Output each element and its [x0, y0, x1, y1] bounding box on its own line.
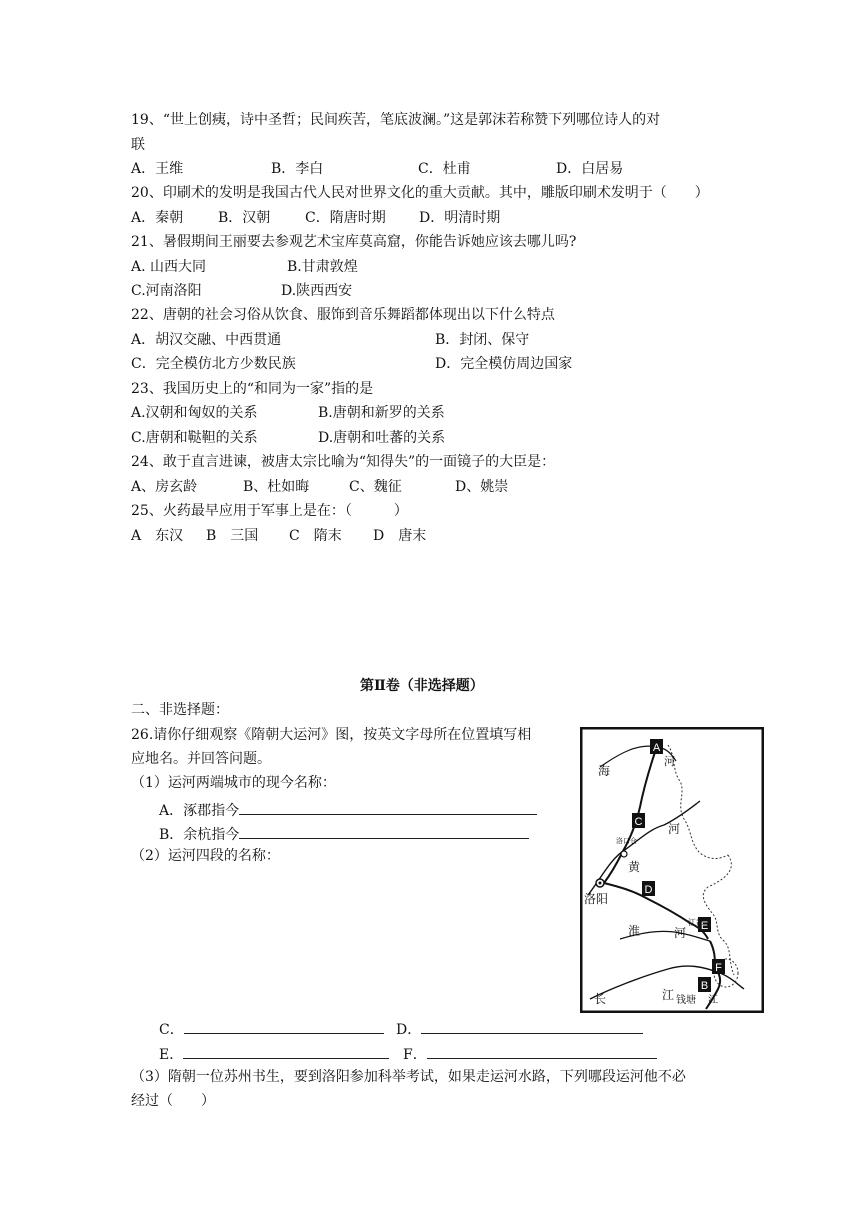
answer-blank-c[interactable]	[184, 1017, 384, 1034]
map-label-luokoucang: 洛口仓	[616, 837, 637, 845]
q22-option-b[interactable]: B．封闭、保守	[435, 332, 530, 348]
luokoucang-marker	[621, 851, 627, 857]
q19-options	[131, 159, 751, 179]
q26-sub1: （1）运河两端城市的现今名称：	[131, 775, 336, 791]
q26-blank-d-label: D．	[396, 1022, 422, 1038]
q23-options-row1	[131, 403, 751, 423]
q20-option-c[interactable]: C．隋唐时期	[305, 210, 386, 226]
q25-option-a[interactable]: A 东汉	[131, 528, 184, 544]
q26-text-line1: 26.请你仔细观察《隋朝大运河》图，按英文字母所在位置填写相	[131, 727, 532, 743]
q21-option-a[interactable]: A. 山西大同	[131, 259, 207, 275]
q23-option-a[interactable]: A.汉朝和匈奴的关系	[131, 405, 258, 421]
q25-text: 25、火药最早应用于军事上是在：（ ）	[131, 503, 408, 519]
map-label-he-mid: 河	[668, 822, 681, 836]
q23-option-b[interactable]: B.唐朝和新罗的关系	[318, 405, 445, 421]
q20-options	[131, 208, 751, 228]
q21-options-row2	[131, 281, 751, 301]
q21-option-b[interactable]: B.甘肃敦煌	[287, 259, 358, 275]
map-letter-f: F	[715, 962, 722, 974]
q24-option-a[interactable]: A、房玄龄	[131, 479, 198, 495]
q24-option-c[interactable]: C、魏征	[349, 479, 402, 495]
q20-option-b[interactable]: B．汉朝	[218, 210, 271, 226]
map-label-he-top: 河	[664, 755, 675, 768]
answer-blank-d[interactable]	[421, 1017, 643, 1034]
q23-option-d[interactable]: D.唐朝和吐蕃的关系	[318, 430, 446, 446]
q22-options-row2	[131, 354, 751, 374]
q19-text-line1: 19、“世上创痍，诗中圣哲；民间疾苦，笔底波澜。”这是郭沫若称赞下列哪位诗人的对	[131, 112, 661, 128]
answer-blank-b[interactable]	[239, 822, 529, 839]
q26-text-line2: 应地名。并回答问题。	[131, 751, 271, 767]
map-letter-e: E	[700, 920, 709, 932]
q20-text: 20、印刷术的发明是我国古代人民对世界文化的重大贡献。其中，雕版印刷术发明于（ ）	[131, 185, 709, 201]
map-letter-c: C	[634, 816, 643, 828]
map-label-luoyang: 洛阳	[584, 892, 609, 906]
map-label-huang: 黄	[628, 860, 641, 874]
q26-sub1-b-label: B．余杭指今	[159, 827, 240, 843]
q20-option-a[interactable]: A．秦朝	[131, 210, 184, 226]
answer-blank-a[interactable]	[239, 798, 537, 815]
luoyang-marker-dot	[599, 882, 602, 885]
q19-option-b[interactable]: B．李白	[271, 161, 324, 177]
q26-sub2: （2）运河四段的名称：	[131, 848, 280, 864]
grand-canal-map	[580, 727, 764, 1013]
q19-text-line2: 联	[131, 137, 145, 153]
q22-options-row1	[131, 330, 751, 350]
q23-text: 23、我国历史上的“和同为一家”指的是	[131, 381, 374, 397]
q25-option-c[interactable]: C 隋末	[289, 528, 342, 544]
map-label-jiang: 江	[662, 988, 675, 1002]
q25-option-d[interactable]: D 唐末	[373, 528, 427, 544]
q19-option-d[interactable]: D．白居易	[556, 161, 624, 177]
q26-blank-c-label: C．	[159, 1022, 184, 1038]
map-letter-d: D	[644, 884, 653, 896]
q20-option-d[interactable]: D．明清时期	[419, 210, 501, 226]
q25-options	[131, 526, 751, 546]
map-label-qiantang: 钱塘	[676, 995, 696, 1006]
q26-sub1-a-row	[159, 798, 537, 821]
q24-options	[131, 477, 751, 497]
q22-text: 22、唐朝的社会习俗从饮食、服饰到音乐舞蹈都体现出以下什么特点	[131, 307, 555, 323]
q21-option-d[interactable]: D.陕西西安	[281, 283, 353, 299]
q21-text: 21、暑假期间王丽要去参观艺术宝库莫高窟，你能告诉她应该去哪儿吗?	[131, 234, 577, 250]
q19-option-a[interactable]: A．王维	[131, 161, 184, 177]
map-label-jiangdu: 江都	[688, 918, 704, 927]
q26-blank-d-row	[396, 1017, 643, 1040]
map-letter-b: B	[700, 980, 709, 992]
q23-option-c[interactable]: C.唐朝和鞑靼的关系	[131, 430, 258, 446]
map-letter-a: A	[652, 742, 661, 754]
map-label-huai: 淮	[628, 924, 641, 938]
answer-blank-f[interactable]	[427, 1042, 657, 1059]
q21-options-row1	[131, 257, 751, 277]
q26-blank-f-row	[403, 1042, 657, 1065]
map-label-jiang2: 江	[708, 995, 718, 1006]
q22-option-d[interactable]: D．完全模仿周边国家	[435, 356, 573, 372]
q22-option-a[interactable]: A．胡汉交融、中西贯通	[131, 332, 282, 348]
q26-sub3-line1: （3）隋朝一位苏州书生，要到洛阳参加科举考试，如果走运河水路，下列哪段运河他不必	[131, 1069, 686, 1085]
q24-option-b[interactable]: B、杜如晦	[243, 479, 310, 495]
q22-option-c[interactable]: C．完全模仿北方少数民族	[131, 356, 296, 372]
q26-sub1-b-row	[159, 822, 529, 845]
q25-option-b[interactable]: B 三国	[206, 528, 259, 544]
map-label-hai: 海	[598, 764, 611, 778]
q26-sub1-a-label: A．涿郡指今	[159, 803, 240, 819]
q26-sub3-line2: 经过（ ）	[131, 1093, 215, 1109]
q26-blank-e-row	[159, 1042, 389, 1065]
q19-option-c[interactable]: C．杜甫	[418, 161, 471, 177]
q26-blank-f-label: F．	[403, 1047, 427, 1063]
q23-options-row2	[131, 428, 751, 448]
map-label-he-low: 河	[674, 926, 687, 940]
q24-option-d[interactable]: D、姚崇	[455, 479, 509, 495]
q21-option-c[interactable]: C.河南洛阳	[131, 283, 202, 299]
map-label-chang: 长	[594, 992, 607, 1006]
part2-title: 第Ⅱ卷（非选择题）	[360, 678, 484, 694]
q26-blank-c-row	[159, 1017, 384, 1040]
section-heading: 二、非选择题：	[131, 702, 229, 718]
q26-blank-e-label: E．	[159, 1047, 184, 1063]
q24-text: 24、敢于直言进谏，被唐太宗比喻为“知得失”的一面镜子的大臣是：	[131, 454, 556, 470]
answer-blank-e[interactable]	[183, 1042, 389, 1059]
